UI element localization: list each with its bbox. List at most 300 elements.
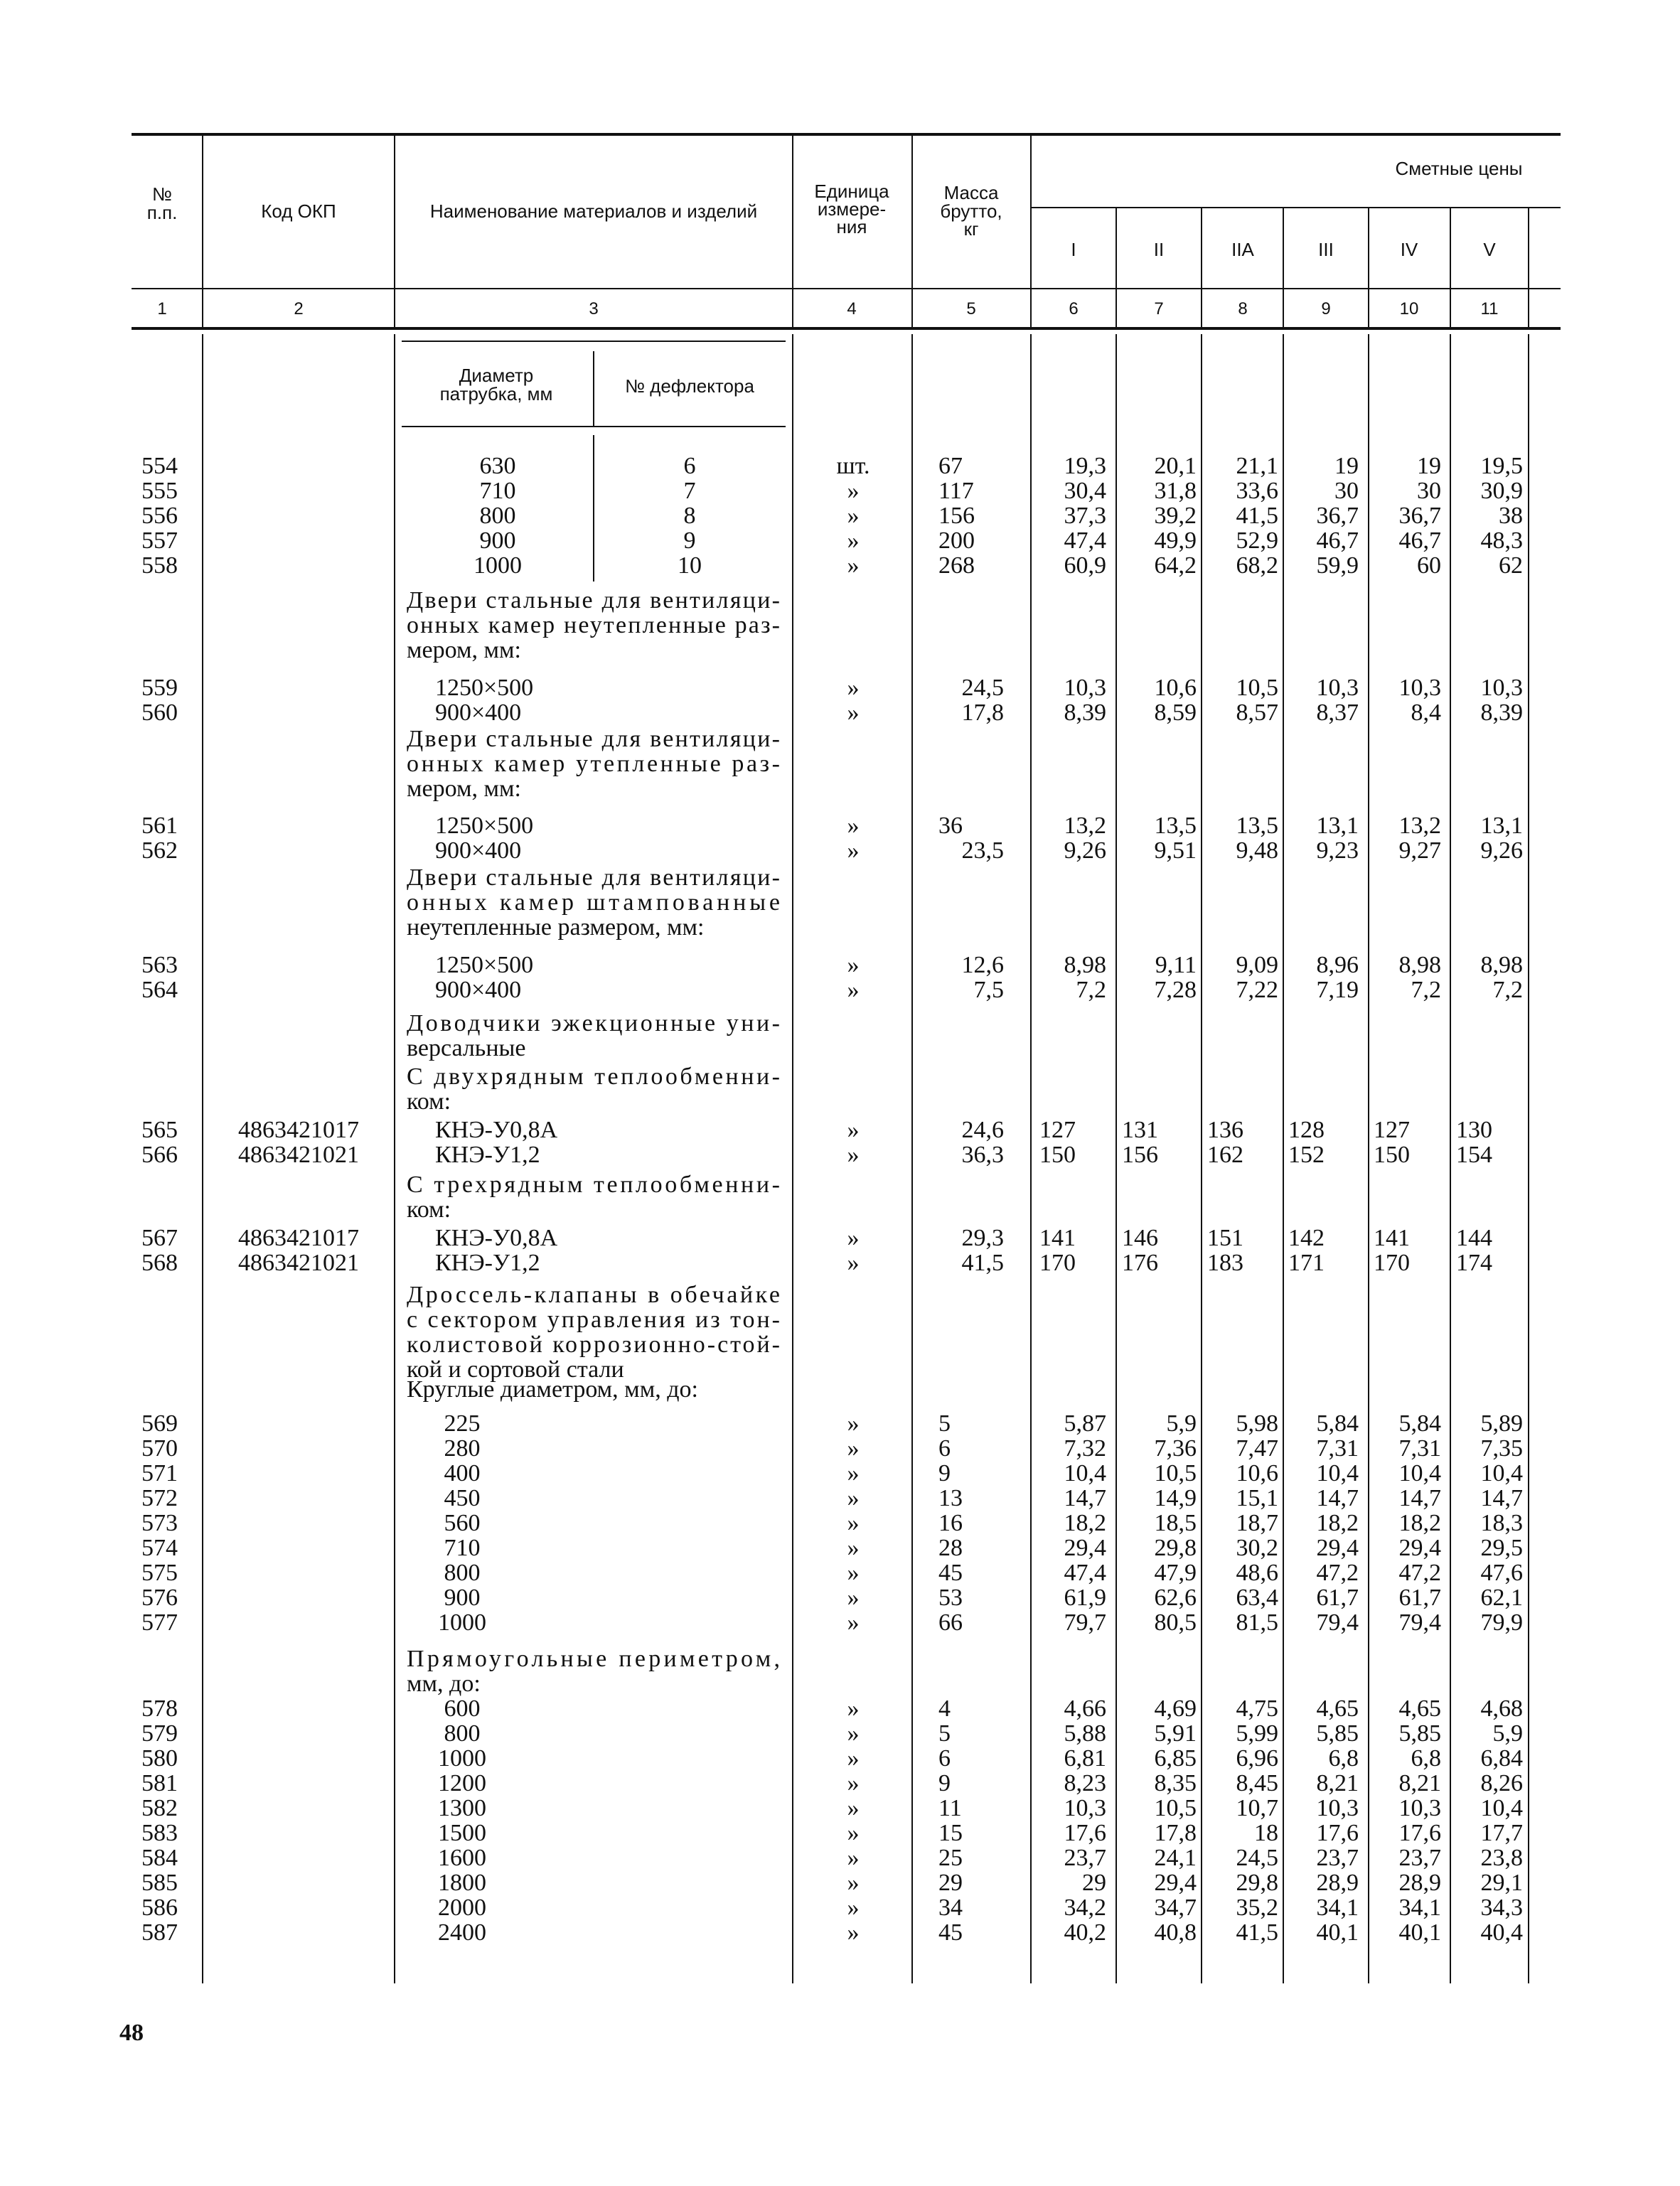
price-cell: 10,3: [1064, 675, 1106, 701]
price-cell: 19: [1334, 453, 1359, 479]
price-cell: 47,2: [1398, 1560, 1441, 1586]
mass-cell: 6: [938, 1435, 951, 1462]
unit-cell: »: [847, 478, 860, 504]
row-number: 573: [141, 1510, 178, 1536]
price-cell: 10,6: [1154, 675, 1197, 701]
row-number: 580: [141, 1745, 178, 1772]
price-cell: 40,4: [1480, 1919, 1523, 1946]
price-cell: 29: [1082, 1870, 1106, 1896]
price-cell: 59,9: [1316, 552, 1359, 579]
item-name: 800: [444, 1560, 481, 1586]
mass-cell: 12,6: [961, 952, 1004, 978]
item-name: КНЭ-У1,2: [435, 1142, 540, 1168]
column-number: 7: [1154, 299, 1164, 318]
price-cell: 5,84: [1316, 1410, 1359, 1437]
price-cell: 29,8: [1154, 1535, 1197, 1561]
diameter-cell: 630: [479, 453, 516, 479]
price-cell: 9,23: [1316, 837, 1359, 864]
price-cell: 39,2: [1154, 503, 1197, 529]
item-group-heading: онных камер неутепленные раз-: [407, 612, 780, 638]
price-cell: 6,8: [1411, 1745, 1441, 1772]
unit-cell: »: [847, 1745, 860, 1772]
price-cell: 14,7: [1398, 1485, 1441, 1511]
row-number: 571: [141, 1460, 178, 1486]
item-name: 450: [444, 1485, 481, 1511]
price-cell: 8,26: [1480, 1770, 1523, 1796]
unit-cell: »: [847, 700, 860, 726]
price-cell: 10,3: [1480, 675, 1523, 701]
item-group-heading: мером, мм:: [407, 776, 521, 802]
row-number: 584: [141, 1845, 178, 1871]
price-cell: 23,7: [1316, 1845, 1359, 1871]
price-cell: 38: [1499, 503, 1523, 529]
price-cell: 6,96: [1236, 1745, 1278, 1772]
price-cell: 5,85: [1316, 1720, 1359, 1747]
mass-cell: 41,5: [961, 1250, 1004, 1276]
item-group-heading: Двери стальные для вентиляци-: [407, 726, 780, 752]
column-number: 1: [157, 299, 167, 318]
item-name: 1250×500: [435, 952, 534, 978]
price-cell: 10,5: [1154, 1795, 1197, 1821]
price-cell: 8,98: [1064, 952, 1106, 978]
price-cell: 36,7: [1398, 503, 1441, 529]
price-cell: 8,98: [1480, 952, 1523, 978]
price-cell: 4,68: [1480, 1695, 1523, 1722]
price-cell: 36,7: [1316, 503, 1359, 529]
row-number: 579: [141, 1720, 178, 1747]
item-name: 1800: [438, 1870, 486, 1896]
price-cell: 34,3: [1480, 1895, 1523, 1921]
unit-cell: »: [847, 1585, 860, 1611]
price-cell: 127: [1374, 1117, 1410, 1143]
price-cell: 18,2: [1398, 1510, 1441, 1536]
price-cell: 141: [1374, 1225, 1410, 1251]
unit-cell: »: [847, 837, 860, 864]
price-cell: 141: [1039, 1225, 1076, 1251]
price-cell: 5,9: [1492, 1720, 1523, 1747]
price-cell: 150: [1039, 1142, 1076, 1168]
col-num-header: №: [152, 183, 172, 205]
price-cell: 47,9: [1154, 1560, 1197, 1586]
mass-cell: 25: [938, 1845, 963, 1871]
price-cell: 60,9: [1064, 552, 1106, 579]
column-number: 6: [1069, 299, 1079, 318]
price-cell: 61,9: [1064, 1585, 1106, 1611]
row-number: 578: [141, 1695, 178, 1722]
mass-cell: 23,5: [961, 837, 1004, 864]
price-cell: 4,66: [1064, 1695, 1106, 1722]
price-cell: 8,23: [1064, 1770, 1106, 1796]
price-cell: 52,9: [1236, 527, 1278, 554]
row-number: 557: [141, 527, 178, 554]
item-name: 1000: [438, 1609, 486, 1636]
price-cell: 61,7: [1398, 1585, 1441, 1611]
deflector-cell: 9: [683, 527, 696, 554]
price-cell: 30,9: [1480, 478, 1523, 504]
col-mass-header: Масса: [943, 182, 999, 203]
price-cell: 23,8: [1480, 1845, 1523, 1871]
unit-cell: »: [847, 1770, 860, 1796]
item-group-heading: неутепленные размером, мм:: [407, 914, 705, 941]
price-cell: 5,85: [1398, 1720, 1441, 1747]
price-cell: 152: [1288, 1142, 1325, 1168]
col-num-header: п.п.: [146, 202, 178, 223]
col-okp-header: Код ОКП: [261, 200, 336, 222]
unit-cell: »: [847, 1895, 860, 1921]
price-cell: 170: [1039, 1250, 1076, 1276]
price-cell: 10,3: [1064, 1795, 1106, 1821]
unit-cell: »: [847, 1117, 860, 1143]
price-cell: 79,7: [1064, 1609, 1106, 1636]
price-cell: 130: [1456, 1117, 1492, 1143]
price-cell: 81,5: [1236, 1609, 1278, 1636]
price-cell: 7,32: [1064, 1435, 1106, 1462]
unit-cell: »: [847, 952, 860, 978]
price-cell: 156: [1122, 1142, 1158, 1168]
deflector-cell: 10: [678, 552, 702, 579]
price-zone-header: II: [1153, 239, 1165, 260]
price-cell: 8,98: [1398, 952, 1441, 978]
price-cell: 28,9: [1398, 1870, 1441, 1896]
mass-cell: 6: [938, 1745, 951, 1772]
price-cell: 142: [1288, 1225, 1325, 1251]
price-cell: 80,5: [1154, 1609, 1197, 1636]
mass-cell: 45: [938, 1919, 963, 1946]
row-number: 575: [141, 1560, 178, 1586]
price-cell: 30,4: [1064, 478, 1106, 504]
unit-cell: шт.: [836, 453, 870, 479]
mass-cell: 67: [938, 453, 963, 479]
price-cell: 8,21: [1316, 1770, 1359, 1796]
price-cell: 10,3: [1316, 1795, 1359, 1821]
price-cell: 29,5: [1480, 1535, 1523, 1561]
price-cell: 79,4: [1316, 1609, 1359, 1636]
price-cell: 79,9: [1480, 1609, 1523, 1636]
price-cell: 14,7: [1064, 1485, 1106, 1511]
row-number: 565: [141, 1117, 178, 1143]
price-cell: 162: [1207, 1142, 1243, 1168]
price-cell: 5,88: [1064, 1720, 1106, 1747]
price-cell: 41,5: [1236, 503, 1278, 529]
price-cell: 6,85: [1154, 1745, 1197, 1772]
price-cell: 8,45: [1236, 1770, 1278, 1796]
item-name: 1300: [438, 1795, 486, 1821]
row-number: 567: [141, 1225, 178, 1251]
price-cell: 34,1: [1398, 1895, 1441, 1921]
mass-cell: 24,6: [961, 1117, 1004, 1143]
column-number: 10: [1399, 299, 1419, 318]
mass-cell: 15: [938, 1820, 963, 1846]
unit-cell: »: [847, 813, 860, 839]
price-cell: 17,6: [1398, 1820, 1441, 1846]
price-cell: 46,7: [1398, 527, 1441, 554]
price-cell: 40,1: [1316, 1919, 1359, 1946]
price-cell: 150: [1374, 1142, 1410, 1168]
item-group-heading: Двери стальные для вентиляци-: [407, 587, 780, 614]
item-name: 1250×500: [435, 813, 534, 839]
item-group-heading: ком:: [407, 1088, 451, 1115]
price-cell: 9,51: [1154, 837, 1197, 864]
price-cell: 30,2: [1236, 1535, 1278, 1561]
price-cell: 136: [1207, 1117, 1243, 1143]
price-cell: 7,2: [1492, 977, 1523, 1003]
price-zone-header: III: [1318, 239, 1334, 260]
price-cell: 9,26: [1480, 837, 1523, 864]
mass-cell: 45: [938, 1560, 963, 1586]
unit-cell: »: [847, 1560, 860, 1586]
item-name: КНЭ-У0,8А: [435, 1117, 558, 1143]
unit-cell: »: [847, 552, 860, 579]
price-cell: 14,7: [1480, 1485, 1523, 1511]
price-cell: 9,09: [1236, 952, 1278, 978]
price-cell: 8,57: [1236, 700, 1278, 726]
price-cell: 24,5: [1236, 1845, 1278, 1871]
item-name: 1600: [438, 1845, 486, 1871]
price-cell: 34,2: [1064, 1895, 1106, 1921]
price-cell: 183: [1207, 1250, 1243, 1276]
item-name: 400: [444, 1460, 481, 1486]
price-cell: 14,7: [1316, 1485, 1359, 1511]
item-name: 225: [444, 1410, 481, 1437]
col-prices-header: Сметные цены: [1395, 158, 1523, 179]
subtable-deflector-header: № дефлектора: [625, 375, 754, 397]
price-zone-header: IV: [1400, 239, 1418, 260]
price-cell: 144: [1456, 1225, 1492, 1251]
item-group-heading: ком:: [407, 1196, 451, 1223]
price-cell: 10,6: [1236, 1460, 1278, 1486]
item-name: 1000: [438, 1745, 486, 1772]
price-cell: 170: [1374, 1250, 1410, 1276]
row-number: 574: [141, 1535, 178, 1561]
mass-cell: 200: [938, 527, 975, 554]
price-cell: 8,21: [1398, 1770, 1441, 1796]
price-cell: 174: [1456, 1250, 1492, 1276]
unit-cell: »: [847, 1695, 860, 1722]
price-cell: 6,81: [1064, 1745, 1106, 1772]
item-name: 1200: [438, 1770, 486, 1796]
item-group-heading: Прямоугольные периметром,: [407, 1646, 780, 1672]
price-cell: 7,2: [1076, 977, 1106, 1003]
price-cell: 10,3: [1316, 675, 1359, 701]
row-number: 561: [141, 813, 178, 839]
item-group-heading: онных камер штампованные: [407, 889, 780, 916]
item-name: 280: [444, 1435, 481, 1462]
price-cell: 18: [1254, 1820, 1278, 1846]
price-cell: 5,84: [1398, 1410, 1441, 1437]
price-cell: 46,7: [1316, 527, 1359, 554]
item-group-heading: Круглые диаметром, мм, до:: [407, 1376, 698, 1403]
price-cell: 15,1: [1236, 1485, 1278, 1511]
mass-cell: 13: [938, 1485, 963, 1511]
price-cell: 176: [1122, 1250, 1158, 1276]
price-cell: 4,65: [1398, 1695, 1441, 1722]
mass-cell: 268: [938, 552, 975, 579]
item-name: КНЭ-У1,2: [435, 1250, 540, 1276]
price-cell: 13,2: [1398, 813, 1441, 839]
diameter-cell: 1000: [473, 552, 522, 579]
price-cell: 49,9: [1154, 527, 1197, 554]
price-cell: 7,47: [1236, 1435, 1278, 1462]
price-cell: 6,8: [1328, 1745, 1359, 1772]
unit-cell: »: [847, 503, 860, 529]
unit-cell: »: [847, 1535, 860, 1561]
price-cell: 19: [1417, 453, 1441, 479]
price-cell: 17,6: [1064, 1820, 1106, 1846]
price-cell: 64,2: [1154, 552, 1197, 579]
price-zone-header: V: [1483, 239, 1496, 260]
deflector-cell: 7: [683, 478, 696, 504]
price-cell: 62: [1499, 552, 1523, 579]
price-cell: 8,96: [1316, 952, 1359, 978]
okp-code: 4863421017: [238, 1117, 359, 1143]
diameter-cell: 710: [479, 478, 516, 504]
row-number: 560: [141, 700, 178, 726]
column-number: 11: [1480, 299, 1499, 318]
unit-cell: »: [847, 1142, 860, 1168]
price-zone-header: IIA: [1231, 239, 1254, 260]
item-group-heading: кой и сортовой стали: [407, 1356, 624, 1383]
price-cell: 128: [1288, 1117, 1325, 1143]
price-cell: 30: [1417, 478, 1441, 504]
price-cell: 33,6: [1236, 478, 1278, 504]
item-name: 1250×500: [435, 675, 534, 701]
row-number: 566: [141, 1142, 178, 1168]
price-cell: 10,7: [1236, 1795, 1278, 1821]
mass-cell: 29,3: [961, 1225, 1004, 1251]
price-cell: 10,5: [1236, 675, 1278, 701]
price-cell: 47,4: [1064, 1560, 1106, 1586]
item-name: 900: [444, 1585, 481, 1611]
unit-cell: »: [847, 1250, 860, 1276]
price-cell: 19,3: [1064, 453, 1106, 479]
price-cell: 23,7: [1398, 1845, 1441, 1871]
price-cell: 41,5: [1236, 1919, 1278, 1946]
okp-code: 4863421017: [238, 1225, 359, 1251]
deflector-cell: 8: [683, 503, 696, 529]
item-group-heading: Дроссель-клапаны в обечайке: [407, 1282, 780, 1308]
price-cell: 10,4: [1316, 1460, 1359, 1486]
price-cell: 18,3: [1480, 1510, 1523, 1536]
price-cell: 5,98: [1236, 1410, 1278, 1437]
unit-cell: »: [847, 1485, 860, 1511]
unit-cell: »: [847, 1845, 860, 1871]
row-number: 559: [141, 675, 178, 701]
price-cell: 29,4: [1064, 1535, 1106, 1561]
price-cell: 5,89: [1480, 1410, 1523, 1437]
item-name: 900×400: [435, 977, 522, 1003]
unit-cell: »: [847, 1510, 860, 1536]
unit-cell: »: [847, 1795, 860, 1821]
okp-code: 4863421021: [238, 1142, 359, 1168]
row-number: 587: [141, 1919, 178, 1946]
item-group-heading: С двухрядным теплообменни-: [407, 1063, 780, 1090]
price-cell: 63,4: [1236, 1585, 1278, 1611]
price-cell: 10,4: [1480, 1460, 1523, 1486]
price-cell: 10,4: [1064, 1460, 1106, 1486]
row-number: 556: [141, 503, 178, 529]
subtable-diameter-header: патрубка, мм: [439, 383, 553, 404]
price-cell: 9,48: [1236, 837, 1278, 864]
row-number: 581: [141, 1770, 178, 1796]
price-cell: 171: [1288, 1250, 1325, 1276]
mass-cell: 28: [938, 1535, 963, 1561]
price-cell: 151: [1207, 1225, 1243, 1251]
price-cell: 30: [1334, 478, 1359, 504]
column-number: 2: [294, 299, 304, 318]
unit-cell: »: [847, 1225, 860, 1251]
price-cell: 62,6: [1154, 1585, 1197, 1611]
unit-cell: »: [847, 675, 860, 701]
price-cell: 28,9: [1316, 1870, 1359, 1896]
deflector-cell: 6: [683, 453, 696, 479]
price-cell: 13,1: [1480, 813, 1523, 839]
price-cell: 5,99: [1236, 1720, 1278, 1747]
price-cell: 127: [1039, 1117, 1076, 1143]
price-cell: 5,87: [1064, 1410, 1106, 1437]
col-mass-header: кг: [963, 218, 979, 240]
price-cell: 18,2: [1316, 1510, 1359, 1536]
page-number: 48: [119, 2020, 144, 2046]
item-name: 600: [444, 1695, 481, 1722]
row-number: 570: [141, 1435, 178, 1462]
price-cell: 9,26: [1064, 837, 1106, 864]
row-number: 583: [141, 1820, 178, 1846]
unit-cell: »: [847, 1870, 860, 1896]
price-cell: 9,11: [1155, 952, 1197, 978]
price-cell: 8,39: [1480, 700, 1523, 726]
price-cell: 35,2: [1236, 1895, 1278, 1921]
price-cell: 61,7: [1316, 1585, 1359, 1611]
price-cell: 17,6: [1316, 1820, 1359, 1846]
price-cell: 18,2: [1064, 1510, 1106, 1536]
diameter-cell: 800: [479, 503, 516, 529]
row-number: 576: [141, 1585, 178, 1611]
column-number: 3: [589, 299, 599, 318]
row-number: 572: [141, 1485, 178, 1511]
mass-cell: 9: [938, 1770, 951, 1796]
price-cell: 40,1: [1398, 1919, 1441, 1946]
price-cell: 34,1: [1316, 1895, 1359, 1921]
col-unit-header: Единица: [814, 181, 889, 202]
price-cell: 146: [1122, 1225, 1158, 1251]
unit-cell: »: [847, 1460, 860, 1486]
col-name-header: Наименование материалов и изделий: [429, 200, 758, 222]
price-cell: 29,4: [1154, 1870, 1197, 1896]
row-number: 585: [141, 1870, 178, 1896]
price-cell: 37,3: [1064, 503, 1106, 529]
unit-cell: »: [847, 1720, 860, 1747]
price-cell: 62,1: [1480, 1585, 1523, 1611]
price-cell: 8,37: [1316, 700, 1359, 726]
price-cell: 47,6: [1480, 1560, 1523, 1586]
price-cell: 18,5: [1154, 1510, 1197, 1536]
price-cell: 17,7: [1480, 1820, 1523, 1846]
price-cell: 7,22: [1236, 977, 1278, 1003]
price-cell: 7,35: [1480, 1435, 1523, 1462]
subtable-diameter-header: Диаметр: [459, 365, 534, 386]
unit-cell: »: [847, 1410, 860, 1437]
unit-cell: »: [847, 1435, 860, 1462]
price-cell: 40,2: [1064, 1919, 1106, 1946]
price-cell: 7,31: [1316, 1435, 1359, 1462]
price-cell: 10,3: [1398, 675, 1441, 701]
mass-cell: 7,5: [973, 977, 1004, 1003]
price-cell: 47,2: [1316, 1560, 1359, 1586]
price-cell: 48,3: [1480, 527, 1523, 554]
item-group-heading: мм, до:: [407, 1671, 481, 1697]
item-group-heading: колистовой коррозионно-стой-: [407, 1332, 780, 1358]
price-cell: 40,8: [1154, 1919, 1197, 1946]
